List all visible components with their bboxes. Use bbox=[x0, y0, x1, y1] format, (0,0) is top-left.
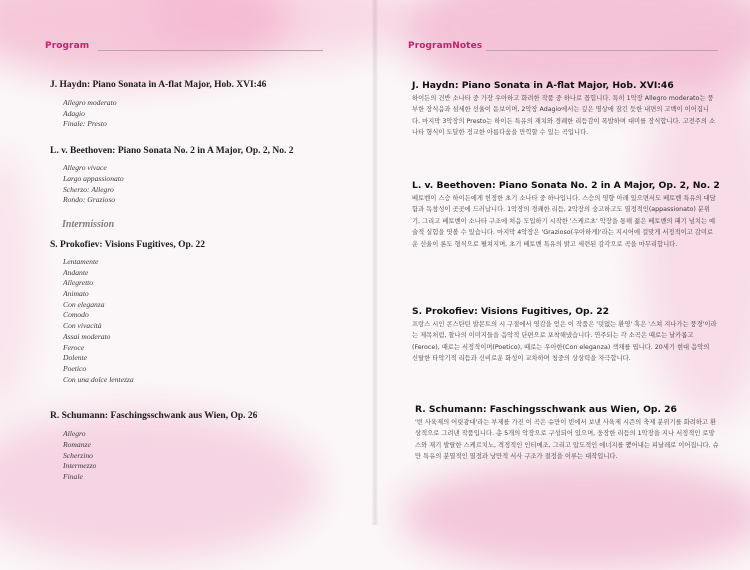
note-title: R. Schumann: Faschingsschwank aus Wien, Op. 26 bbox=[415, 404, 677, 415]
piece-title-beethoven: L. v. Beethoven: Piano Sonata No. 2 in A Major, Op. 2, No. 2 bbox=[50, 146, 294, 157]
movement: Finale bbox=[63, 472, 83, 482]
movement: Finale: Presto bbox=[63, 119, 107, 129]
intermission-label: Intermission bbox=[62, 218, 115, 230]
note-body: '빈 사육제의 어릿광대'라는 부제를 가진 이 곡은 슈만이 빈에서 보낸 사육제 시즌의 축제 분위기를 화려하고 환상적으로 그려낸 작품입니다. 총 5개의 악장으로 구성되어 있으며, 웅장한 리듬의 1악장을 지나 서정적인 로망스와 재기 발랄한 스케르치노, 격정적인 인터메조, 그리고 압도적인 에너지를 뿜어내는 피날레로 이어집니다. 슈만 특유의 분열적인 열정과 낭만적 서사 구조가 절정을 이루는 대작입니다. bbox=[415, 419, 719, 461]
movement: Poetico bbox=[63, 363, 87, 373]
movement: Adagio bbox=[63, 108, 85, 118]
movement: Dolente bbox=[63, 353, 88, 363]
note-prokofiev bbox=[412, 306, 717, 365]
movement: Comodo bbox=[63, 310, 89, 320]
program-page bbox=[0, 0, 375, 525]
note-body: 프랑스 시인 콘스탄틴 발몬트의 시 구절에서 영감을 얻은 이 작품은 '덧없는 환영' 혹은 '스쳐 지나가는 풍경'이라는 제목처럼, 찰나의 이미지들을 음악적 단편으로 포착해냈습니다. 연주되는 각 소곡은 때로는 날카롭고(Feroce), 때로는 서정적이며(Poetico), 때로는 우아한(Con eleganza) 색채를 띱니다. 20세기 현대 음악의 신랄한 타악기적 리듬과 신비로운 화성이 교차하며 청중의 상상력을 자극합니다. bbox=[412, 321, 717, 363]
note-beethoven bbox=[412, 180, 720, 250]
movement: Allegro bbox=[63, 429, 86, 439]
movement: Allegro vivace bbox=[63, 163, 107, 173]
piece-title-schumann: R. Schumann: Faschingsschwank aus Wien, Op. 26 bbox=[50, 411, 258, 422]
movement: Lentamente bbox=[63, 256, 99, 266]
program-heading: Program bbox=[45, 41, 90, 51]
piece-title-haydn: J. Haydn: Piano Sonata in A-flat Major, Hob. XVI:46 bbox=[50, 80, 267, 90]
movement: Animato bbox=[63, 289, 89, 299]
movement: Con eleganza bbox=[63, 299, 105, 309]
movement: Con vivacità bbox=[63, 321, 102, 331]
note-haydn bbox=[412, 80, 717, 139]
heading-rule bbox=[486, 50, 718, 51]
movement: Andante bbox=[63, 267, 89, 277]
movement-list bbox=[50, 429, 350, 483]
note-body: 베토벤이 스승 하이든에게 헌정한 초기 소나타 중 하나입니다. 스승의 영향 아래 있으면서도 베토벤 특유의 대담함과 독창성이 곳곳에 드러납니다. 1악장의 경쾌한 리듬, 2악장의 숭고하고도 열정적인(appassionato) 분위기, 그리고 베토벤이 소나타 구조에 처음 도입하기 시작한 '스케르초' 악장을 통해 젊은 베토벤의 패기 넘치는 예술적 실험을 엿볼 수 있습니다. 마지막 4악장은 'Grazioso(우아하게)'라는 지시어에 걸맞게 서정적이고 감미로운 선율이 론도 형식으로 펼쳐지며, 초기 베토벤 특유의 밝고 세련된 감각으로 곡을 마무리합니다. bbox=[412, 195, 716, 248]
program-notes-heading: ProgramNotes bbox=[408, 41, 483, 51]
movement: Allegretto bbox=[63, 278, 94, 288]
note-title: S. Prokofiev: Visions Fugitives, Op. 22 bbox=[412, 306, 610, 317]
program-list bbox=[50, 80, 350, 483]
note-body: 하이든의 건반 소나타 중 가장 우아하고 화려한 작품 중 하나로 꼽힙니다. 특히 1악장 Allegro moderato는 풍부한 장식음과 섬세한 선율이 돋보이며, 2악장 Adagio에서는 깊은 명상에 잠긴 듯한 내면의 고백이 이어집니다. 마지막 3악장의 Presto는 하이든 특유의 재치와 경쾌한 리듬감이 폭발하며 대미를 장식합니다. 고전주의 소나타 형식이 도달한 정교한 아름다움을 만끽할 수 있는 곡입니다. bbox=[412, 95, 716, 137]
movement: Feroce bbox=[63, 342, 85, 352]
movement-list bbox=[50, 98, 350, 130]
movement: Rondo: Grazioso bbox=[63, 195, 116, 205]
heading-rule bbox=[98, 50, 323, 51]
movement: Con una dolce lentezza bbox=[63, 374, 134, 384]
movement: Scherzo: Allegro bbox=[63, 184, 114, 194]
note-title: J. Haydn: Piano Sonata in A-flat Major, Hob. XVI:46 bbox=[412, 80, 674, 91]
note-schumann bbox=[415, 404, 720, 463]
movement: Scherzino bbox=[63, 450, 93, 460]
movement: Allegro moderato bbox=[63, 98, 117, 107]
piece-title-prokofiev: S. Prokofiev: Visions Fugitives, Op. 22 bbox=[50, 239, 206, 250]
movement: Romanze bbox=[63, 440, 91, 450]
movement: Intermezzo bbox=[63, 461, 97, 471]
movement-list bbox=[50, 257, 350, 385]
note-title: L. v. Beethoven: Piano Sonata No. 2 in A Major, Op. 2, No. 2 bbox=[412, 180, 720, 191]
movement-list bbox=[50, 163, 350, 206]
movement: Largo appassionato bbox=[63, 173, 124, 183]
movement: Assai moderato bbox=[63, 331, 111, 341]
